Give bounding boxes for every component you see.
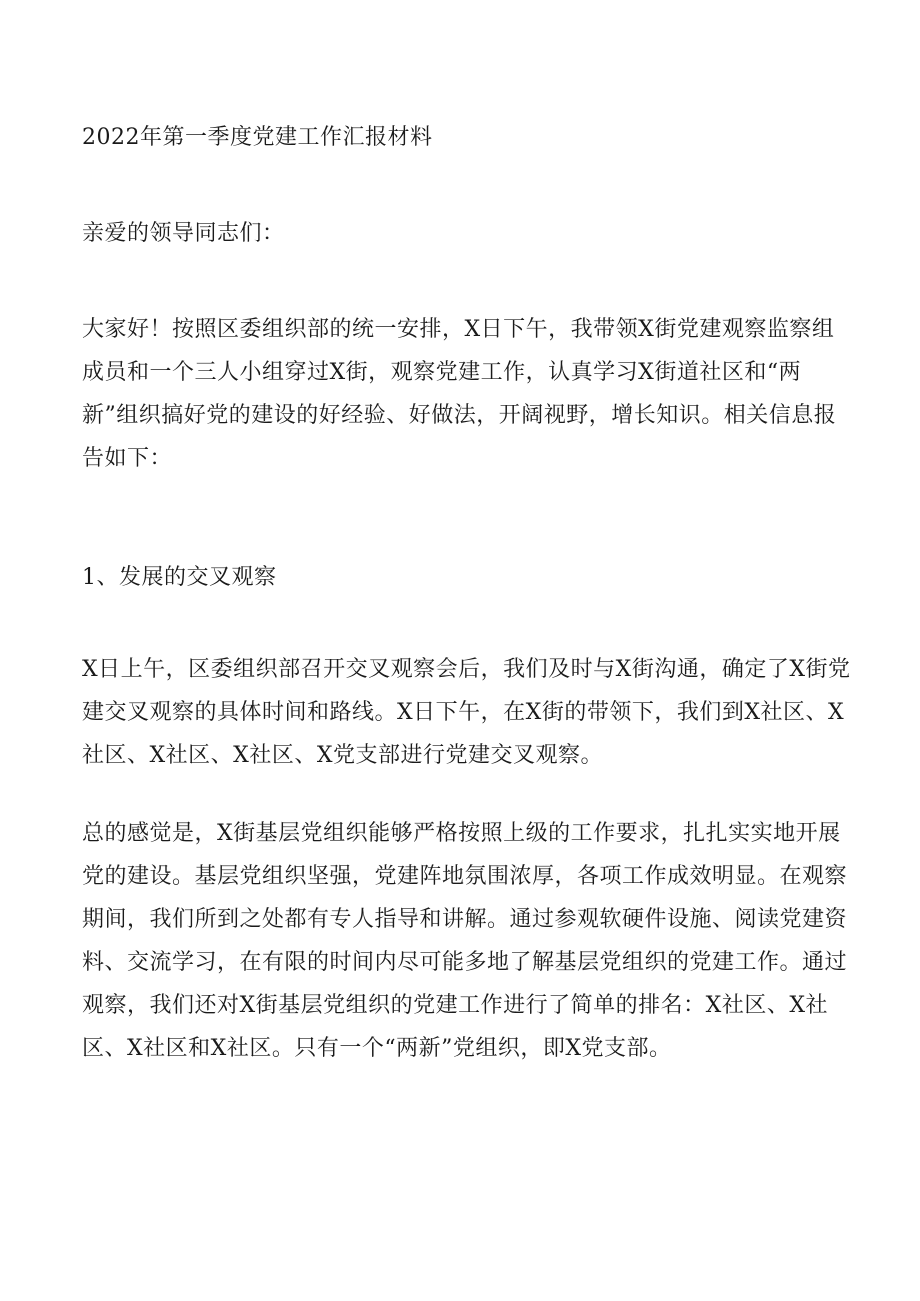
greeting: 亲爱的领导同志们： <box>82 221 285 246</box>
intro-paragraph: 大家好！按照区委组织部的统一安排，X日下午，我带领X街党建观察监察组成员和一个三人小组穿过X街，观察党建工作，认真学习X街道社区和“两新”组织搞好党的建设的好经验、好做法，开阔视野，增长知识。相关信息报告如下： <box>82 317 837 471</box>
body-paragraph: X日上午，区委组织部召开交叉观察会后，我们及时与X街沟通，确定了X街党建交叉观察的具体时间和路线。X日下午，在X街的带领下，我们到X社区、X社区、X社区、X社区、X党支部进行党建交叉观察。 <box>82 657 851 768</box>
body-paragraph: 总的感觉是，X街基层党组织能够严格按照上级的工作要求，扎扎实实地开展党的建设。基层党组织坚强，党建阵地氛围浓厚，各项工作成效明显。在观察期间，我们所到之处都有专人指导和讲解。通过参观软硬件设施、阅读党建资料、交流学习，在有限的时间内尽可能多地了解基层党组织的党建工作。通过观察，我们还对X街基层党组织的党建工作进行了简单的排名：X社区、X社区、X社区和X社区。只有一个“两新”党组织，即X党支部。 <box>82 821 848 1061</box>
section-heading: 1、发展的交叉观察 <box>82 565 277 590</box>
document-title: 2022年第一季度党建工作汇报材料 <box>82 125 433 150</box>
